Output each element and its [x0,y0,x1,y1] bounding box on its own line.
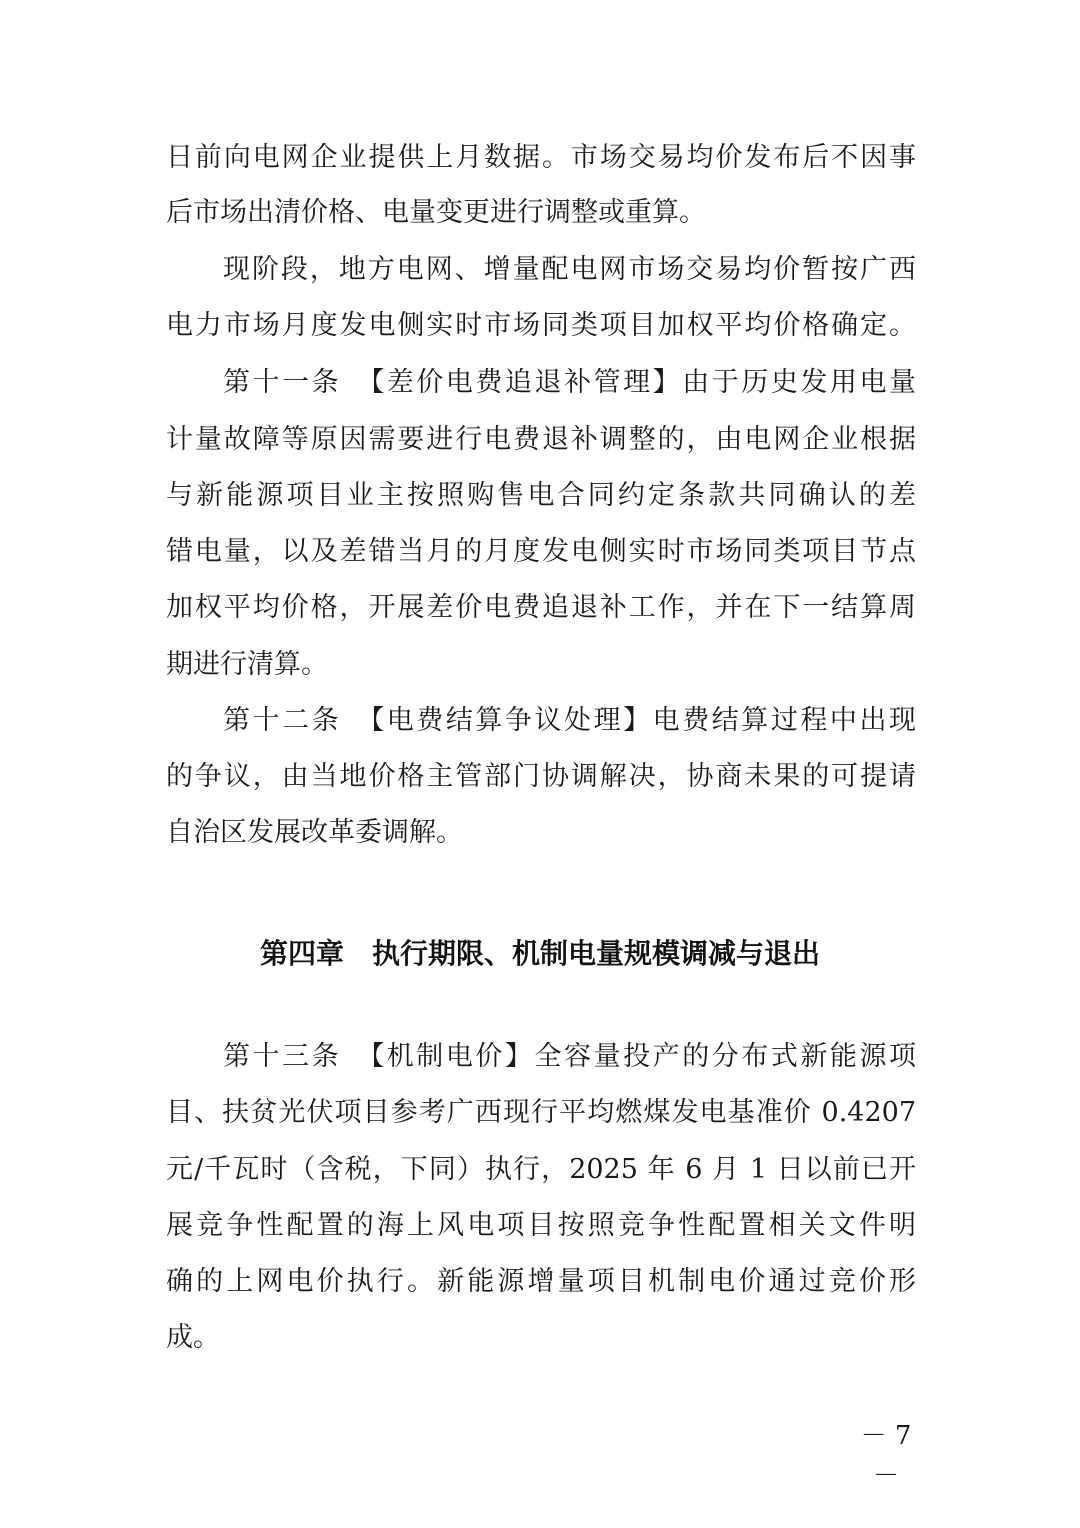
article-11-line: 加权平均价格，开展差价电费追退补工作，并在下一结算周 [166,592,916,623]
paragraph-line: 后市场出清价格、电量变更进行调整或重算。 [166,197,706,228]
article-11-line: 错电量，以及差错当月的月度发电侧实时市场同类项目节点 [166,536,916,567]
paragraph-line: 电力市场月度发电侧实时市场同类项目加权平均价格确定。 [166,310,916,341]
article-13-line: 目、扶贫光伏项目参考广西现行平均燃煤发电基准价 0.4207 [166,1097,916,1128]
article-11-line: 与新能源项目业主按照购售电合同约定条款共同确认的差 [166,480,916,511]
paragraph-line: 日前向电网企业提供上月数据。市场交易均价发布后不因事 [166,142,916,173]
article-13-line: 确的上网电价执行。新能源增量项目机制电价通过竞价形 [166,1266,916,1297]
page-number: － 7 － [860,1421,912,1491]
article-12-line: 的争议，由当地价格主管部门协调解决，协商未果的可提请 [166,761,916,792]
paragraph-line: 现阶段，地方电网、增量配电网市场交易均价暂按广西 [223,254,916,285]
article-13-line: 第十三条 【机制电价】全容量投产的分布式新能源项 [223,1041,916,1072]
article-13-line: 展竞争性配置的海上风电项目按照竞争性配置相关文件明 [166,1210,916,1241]
article-11-line: 期进行清算。 [166,649,328,680]
article-11-line: 计量故障等原因需要进行电费退补调整的，由电网企业根据 [166,424,916,455]
article-13-line: 元/千瓦时（含税，下同）执行，2025 年 6 月 1 日以前已开 [166,1154,916,1185]
article-13-line: 成。 [166,1322,220,1353]
article-12-line: 第十二条 【电费结算争议处理】电费结算过程中出现 [223,705,916,736]
article-12-line: 自治区发展改革委调解。 [166,817,463,848]
chapter-heading: 第四章 执行期限、机制电量规模调减与退出 [259,937,820,970]
article-11-line: 第十一条 【差价电费追退补管理】由于历史发用电量 [223,367,916,398]
